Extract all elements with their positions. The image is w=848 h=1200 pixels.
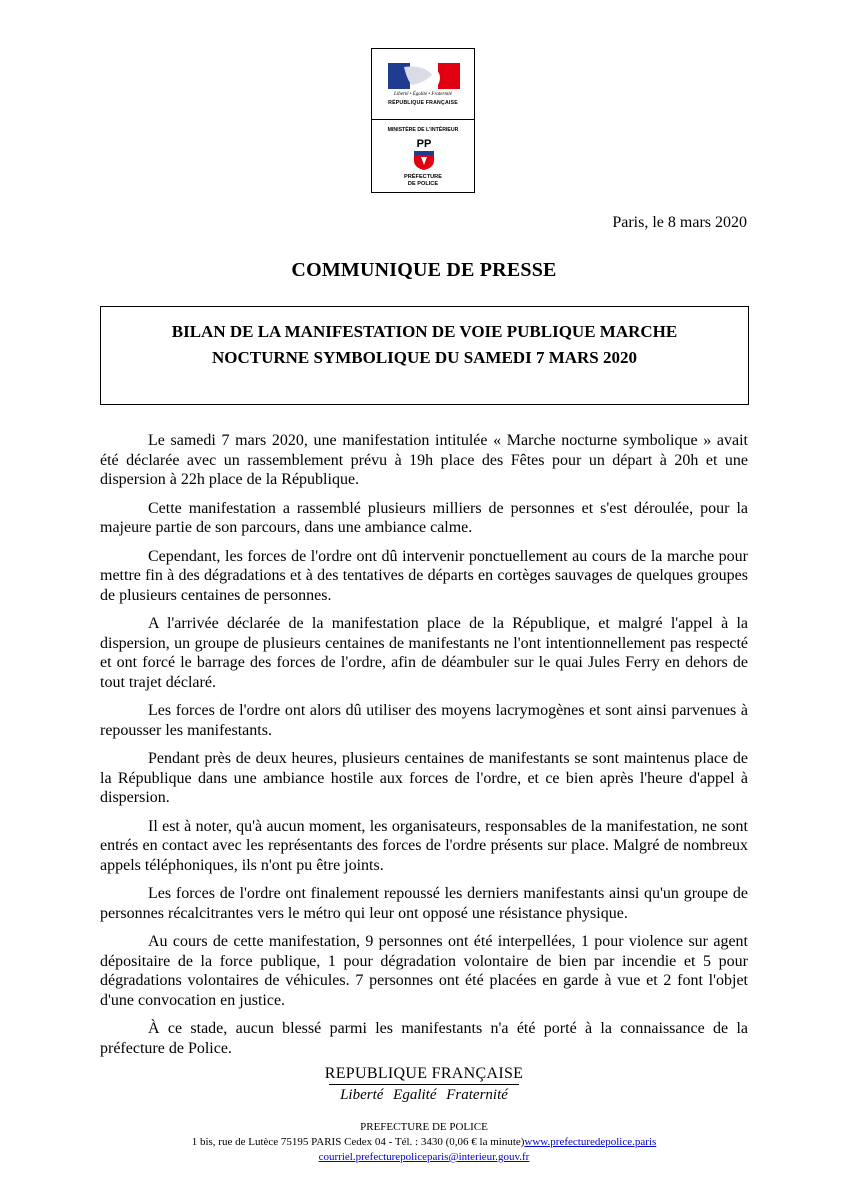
email-link[interactable]: courriel.prefecturepoliceparis@interieur.gouv.fr [318, 1151, 530, 1163]
paragraph: Pendant près de deux heures, plusieurs centaines de manifestants se sont maintenus place de la République dans une ambiance hostile aux forces de l'ordre, et ce bien après l'heure d'appel à dispersion. [100, 750, 748, 806]
subject-line-2: NOCTURNE SYMBOLIQUE DU SAMEDI 7 MARS 2020 [211, 348, 638, 367]
paragraph: Il est à noter, qu'à aucun moment, les organisateurs, responsables de la manifestation, ne sont entrés en contact avec les représentants des forces de l'ordre présents sur place. Malgré de nombreux appels téléphoniques, ils n'ont pu être joints. [100, 817, 748, 874]
logo-ministry: MINISTÈRE DE L'INTÉRIEUR [387, 127, 459, 133]
footer-motto: Liberté Egalité Fraternité [340, 1087, 508, 1103]
footer-divider [329, 1084, 519, 1085]
republique-francaise-logo [372, 49, 474, 120]
paragraph: Au cours de cette manifestation, 9 personnes ont été interpellées, 1 pour violence sur agent dépositaire de la force publique, 1 pour dégradation volontaire de bien par incendie et 5 pour dégradations volontaires de véhicules. 7 personnes ont été placées en garde à vue et 2 font l'objet d'une convocation en justice. [100, 933, 748, 1009]
paragraph: À ce stade, aucun blessé parmi les manifestants n'a été porté à la connaissance de la préfecture de Police. [100, 1020, 748, 1057]
svg-text:PP: PP [416, 138, 432, 150]
document-date: Paris, le 8 mars 2020 [612, 214, 747, 231]
prefecture-logo [371, 48, 475, 193]
footer-email-line [0, 1151, 848, 1163]
subject-box [100, 306, 749, 405]
marianne-icon [388, 63, 460, 89]
logo-republic: RÉPUBLIQUE FRANÇAISE [388, 100, 458, 106]
paragraph: Les forces de l'ordre ont alors dû utiliser des moyens lacrymogènes et sont ainsi parvenues à repousser les manifestants. [100, 702, 748, 739]
footer-republic: REPUBLIQUE FRANÇAISE [324, 1065, 524, 1082]
footer-prefecture: PREFECTURE DE POLICE [360, 1121, 488, 1133]
logo-motto: Liberté • Égalité • Fraternité [394, 92, 452, 97]
document-title: COMMUNIQUE DE PRESSE [291, 259, 557, 281]
subject-text [101, 319, 748, 371]
paragraph: Les forces de l'ordre ont finalement repoussé les derniers manifestants ainsi qu'un groupe de personnes récalcitrantes vers le métro qui leur ont opposé une résistance physique. [100, 885, 748, 922]
paragraph: Le samedi 7 mars 2020, une manifestation intitulée « Marche nocturne symbolique » avait été déclarée avec un rassemblement prévu à 19h place des Fêtes pour un départ à 20h et une dispersion à 22h place de la République. [100, 432, 748, 488]
logo-prefecture-line1: PRÉFECTURE [404, 174, 442, 180]
logo-prefecture [372, 174, 474, 187]
footer-address-line [0, 1136, 848, 1148]
footer-address: 1 bis, rue de Lutèce 75195 PARIS Cedex 04 - Tél. : 3430 (0,06 € la minute) [191, 1136, 525, 1148]
paragraph: Cette manifestation a rassemblé plusieurs milliers de personnes et s'est déroulée, pour la majeure partie de son parcours, dans une ambiance calme. [100, 499, 748, 536]
paragraph: A l'arrivée déclarée de la manifestation place de la République, et malgré l'appel à la dispersion, un groupe de plusieurs centaines de manifestants ne l'ont intentionnellement pas respecté et ont forcé le barrage des forces de l'ordre, afin de déambuler sur le quai Jules Ferry en dehors de tout trajet déclaré. [100, 615, 748, 691]
press-release-body [100, 431, 748, 1067]
prefecture-police-emblem-icon [409, 137, 439, 171]
paragraph: Cependant, les forces de l'ordre ont dû intervenir ponctuellement au cours de la marche pour mettre fin à des dégradations et à des tentatives de départs en cortèges sauvages de quelques groupes de plusieurs centaines de personnes. [100, 547, 748, 604]
subject-line-1: BILAN DE LA MANIFESTATION DE VOIE PUBLIQUE MARCHE [171, 322, 678, 341]
website-link[interactable]: www.prefecturedepolice.paris [524, 1136, 657, 1148]
logo-prefecture-line2: DE POLICE [407, 180, 439, 187]
